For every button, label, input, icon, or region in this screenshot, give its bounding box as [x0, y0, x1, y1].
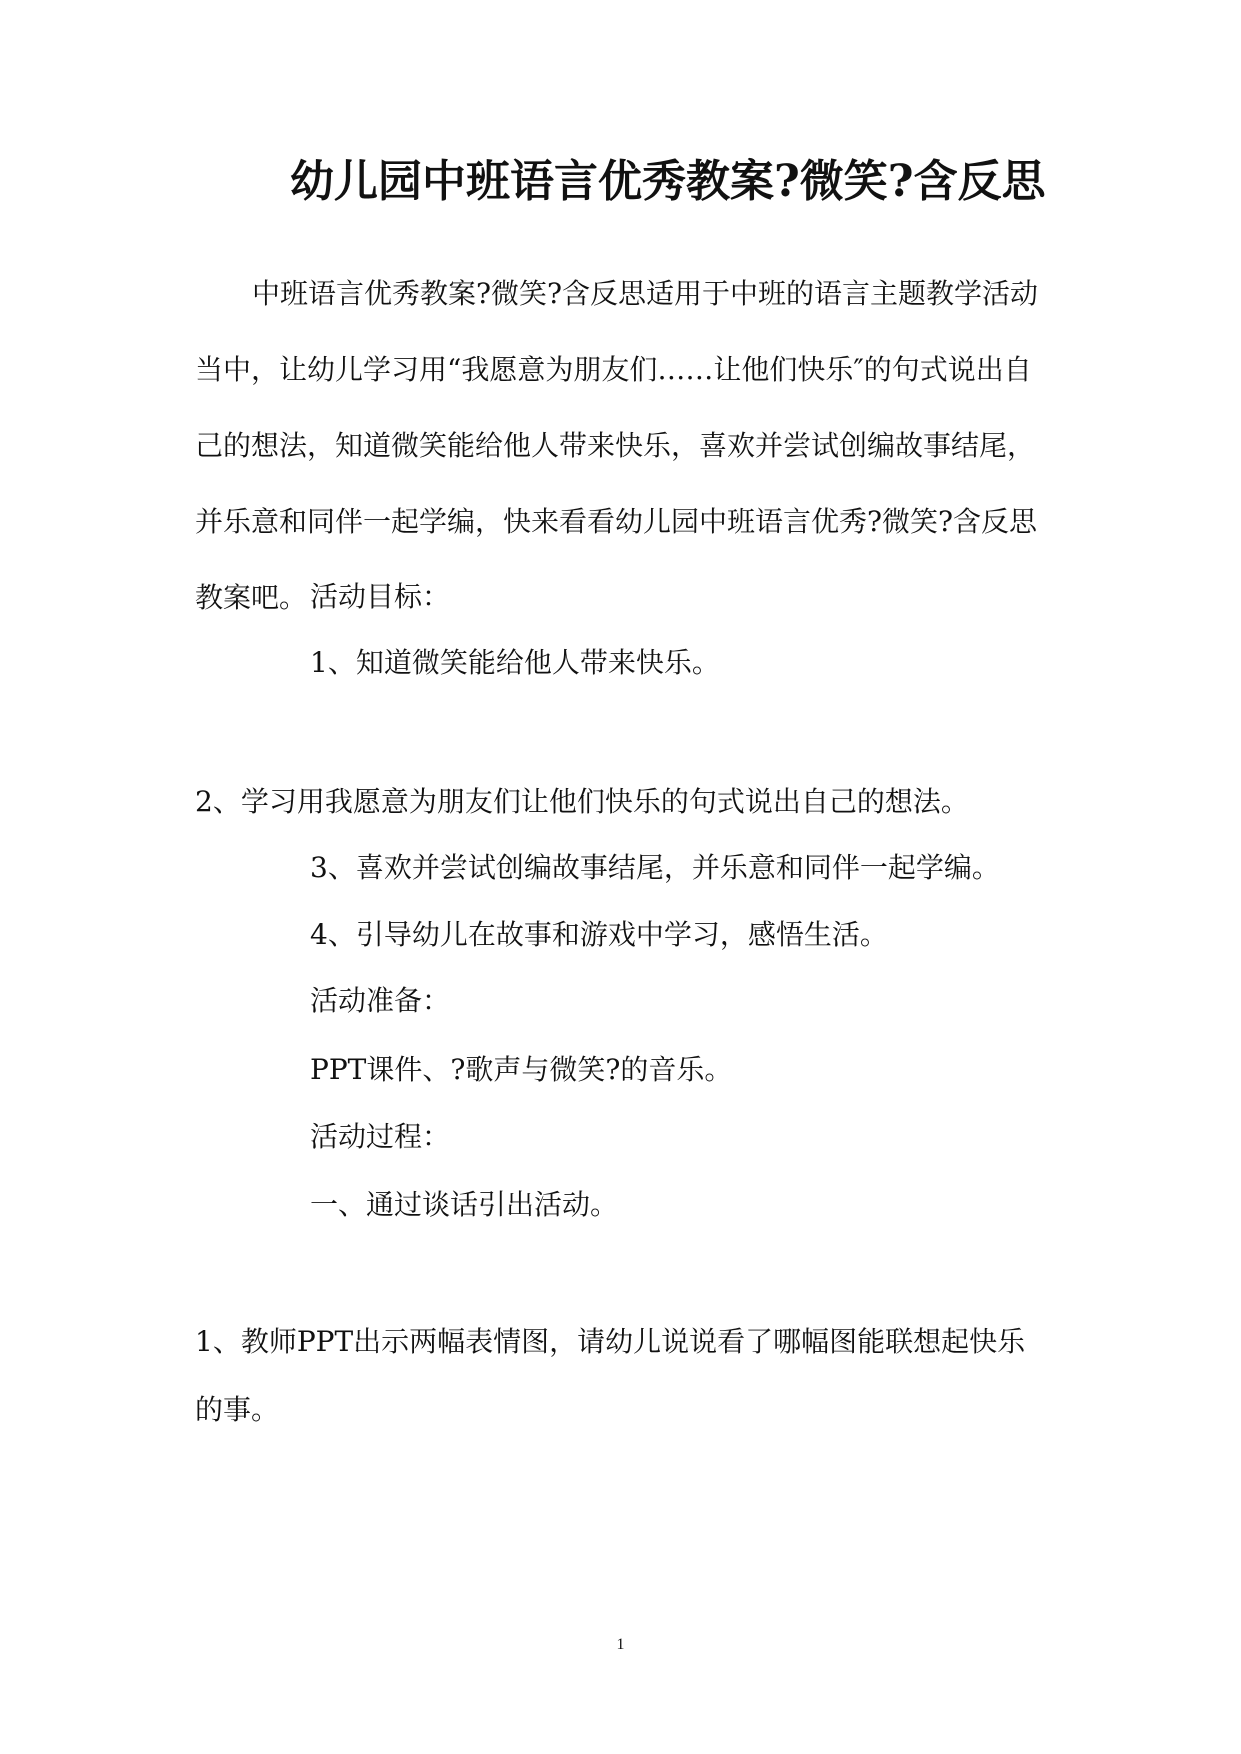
process-step-1: 一、通过谈话引出活动。: [310, 1188, 619, 1221]
process-item-1-line-1: 1、教师PPT出示两幅表情图，请幼儿说说看了哪幅图能联想起快乐: [195, 1325, 1026, 1358]
page-number: 1: [616, 1636, 625, 1653]
document-title: 幼儿园中班语言优秀教案?微笑?含反思: [290, 156, 1046, 207]
process-item-1-line-2: 的事。: [195, 1393, 280, 1426]
goal-item-1: 1、知道微笑能给他人带来快乐。: [310, 646, 720, 679]
goal-item-2: 2、学习用我愿意为朋友们让他们快乐的句式说出自己的想法。: [195, 785, 969, 818]
intro-paragraph: 中班语言优秀教案?微笑?含反思适用于中班的语言主题教学活动当中，让幼儿学习用“我愿意为朋友们……让他们快乐″的句式说出自己的想法，知道微笑能给他人带来快乐，喜欢并尝试创编故事结尾，并乐意和同伴一起学编，快来看看幼儿园中班语言优秀?微笑?含反思教案吧。: [195, 277, 1039, 614]
prep-heading: 活动准备：: [310, 984, 451, 1017]
prep-text: PPT课件、?歌声与微笑?的音乐。: [310, 1053, 733, 1086]
goals-heading: 活动目标：: [310, 580, 451, 613]
process-heading: 活动过程：: [310, 1120, 451, 1153]
goal-item-4: 4、引导幼儿在故事和游戏中学习，感悟生活。: [310, 918, 888, 951]
goal-item-3: 3、喜欢并尝试创编故事结尾，并乐意和同伴一起学编。: [310, 851, 1000, 884]
